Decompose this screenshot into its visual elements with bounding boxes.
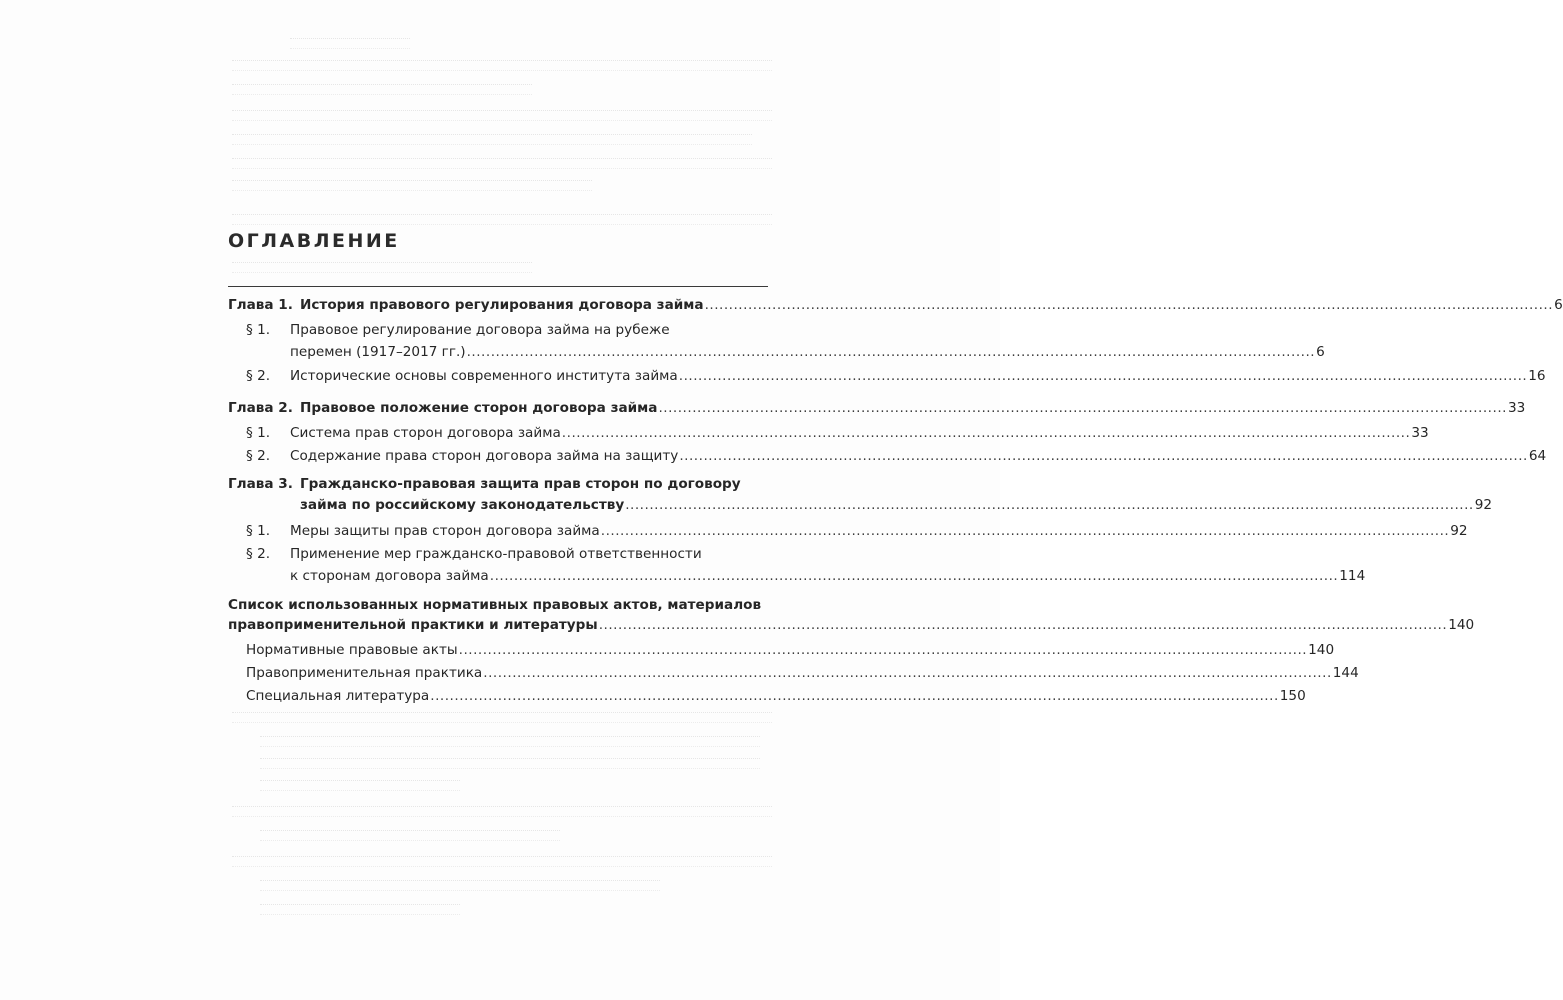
bibliography-title-line2: правоприменительной практики и литературы [228, 617, 598, 633]
section-3-2-label: § 2. [246, 546, 271, 562]
section-3-1-page: 92 [1450, 523, 1468, 539]
bibliography-page: 140 [1448, 617, 1475, 633]
section-1-2-label: § 2. [246, 368, 271, 384]
section-2-2-page: 64 [1528, 448, 1547, 464]
chapter-1-page: 6 [1554, 297, 1563, 313]
section-2-2-title: Содержание права сторон договора займа на защиту [290, 448, 679, 464]
toc-entry-bibliography[interactable] [228, 617, 1475, 633]
leader-dots [599, 617, 1448, 633]
section-1-2-title: Исторические основы современного института займа [290, 368, 678, 384]
case-law-page: 144 [1332, 665, 1359, 681]
chapter-2-label: Глава 2. [228, 400, 293, 416]
toc-entry-chapter-2[interactable] [300, 400, 1526, 416]
leader-dots [562, 425, 1411, 441]
section-2-2-label: § 2. [246, 448, 271, 464]
section-1-2-page: 16 [1528, 368, 1546, 384]
leader-dots [430, 688, 1279, 704]
section-3-2-page: 114 [1339, 568, 1366, 584]
chapter-1-title: История правового регулирования договора займа [300, 297, 704, 313]
leader-dots [601, 523, 1450, 539]
section-3-2-title-line1[interactable]: Применение мер гражданско-правовой ответственности [290, 546, 702, 562]
section-3-1-title: Меры защиты прав сторон договора займа [290, 523, 600, 539]
normative-acts-page: 140 [1308, 642, 1335, 658]
leader-dots [467, 344, 1316, 360]
section-1-1-title-line2: перемен (1917–2017 гг.) [290, 344, 466, 360]
leader-dots [705, 297, 1554, 313]
leader-dots [490, 568, 1339, 584]
toc-entry-normative-acts[interactable] [246, 642, 1335, 658]
toc-entry-section-1-1[interactable] [290, 344, 1325, 360]
leader-dots [483, 665, 1332, 681]
toc-entry-chapter-3[interactable] [300, 497, 1493, 513]
normative-acts-title: Нормативные правовые акты [246, 642, 458, 658]
bibliography-title-line1[interactable]: Список использованных нормативных правовых актов, материалов [228, 597, 762, 613]
leader-dots [625, 497, 1474, 513]
special-literature-page: 150 [1279, 688, 1306, 704]
section-1-1-label: § 1. [246, 322, 271, 338]
toc-entry-case-law[interactable] [246, 665, 1359, 681]
toc-entry-section-1-2[interactable] [290, 368, 1546, 384]
toc-entry-section-3-1[interactable] [290, 523, 1468, 539]
leader-dots [459, 642, 1308, 658]
page-title: ОГЛАВЛЕНИЕ [228, 230, 400, 252]
chapter-3-page: 92 [1474, 497, 1493, 513]
toc-entry-special-literature[interactable] [246, 688, 1306, 704]
toc-entry-chapter-1[interactable] [300, 297, 1563, 313]
chapter-3-label: Глава 3. [228, 476, 293, 492]
case-law-title: Правоприменительная практика [246, 665, 483, 681]
chapter-3-title-line1[interactable]: Гражданско-правовая защита прав сторон по договору [300, 476, 741, 492]
chapter-2-page: 33 [1507, 400, 1526, 416]
section-2-1-label: § 1. [246, 425, 271, 441]
section-2-1-page: 33 [1411, 425, 1429, 441]
leader-dots [679, 448, 1528, 464]
toc-entry-section-2-1[interactable] [290, 425, 1429, 441]
toc-entry-section-2-2[interactable] [290, 448, 1547, 464]
chapter-2-title: Правовое положение сторон договора займа [300, 400, 658, 416]
chapter-1-label: Глава 1. [228, 297, 293, 313]
section-3-2-title-line2: к сторонам договора займа [290, 568, 489, 584]
chapter-3-title-line2: займа по российскому законодательству [300, 497, 625, 513]
leader-dots [658, 400, 1507, 416]
section-3-1-label: § 1. [246, 523, 271, 539]
section-1-1-page: 6 [1316, 344, 1325, 360]
toc-entry-section-3-2[interactable] [290, 568, 1366, 584]
section-2-1-title: Система прав сторон договора займа [290, 425, 561, 441]
section-1-1-title-line1[interactable]: Правовое регулирование договора займа на рубеже [290, 322, 670, 338]
special-literature-title: Специальная литература [246, 688, 430, 704]
leader-dots [679, 368, 1528, 384]
